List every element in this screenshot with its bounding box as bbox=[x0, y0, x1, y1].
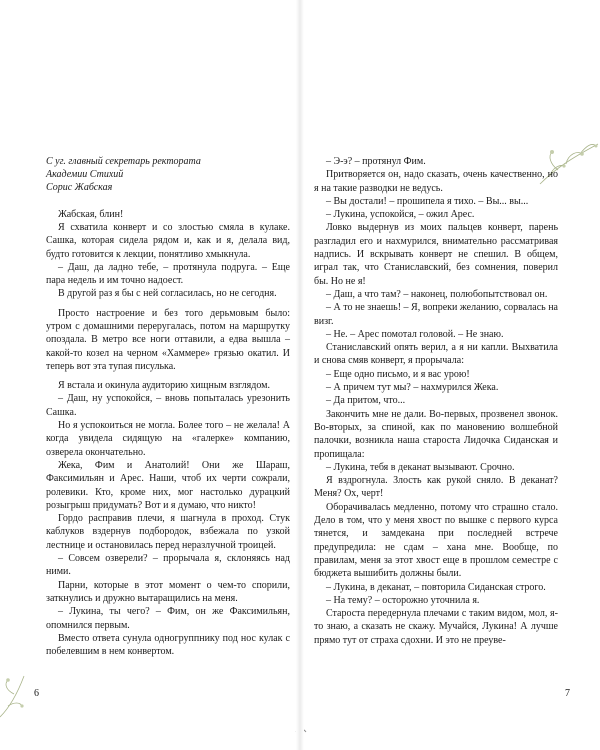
paragraph: – Еще одно письмо, и я вас урою! bbox=[326, 368, 470, 380]
paragraph: – Да притом, что... bbox=[326, 395, 406, 407]
paragraph: – Лукина, ты чего? – Фим, он же Факсимильян, опомнился первым. bbox=[46, 606, 290, 631]
left-page bbox=[46, 155, 290, 658]
paragraph: Я схватила конверт и со злостью смяла в кулаке. Сашка, которая сидела рядом и, как и я, делала вид, будто готовится к лекции, понятливо хмыкнула. bbox=[46, 221, 290, 260]
paragraph: Я встала и окинула аудиторию хищным взглядом. bbox=[58, 380, 270, 392]
paragraph: – Лукина, успокойся, – ожил Арес. bbox=[326, 209, 475, 221]
paragraph: Притворяется он, надо сказать, очень качественно, но я на такие разводки не ведусь. bbox=[314, 169, 558, 194]
page-number-right: 7 bbox=[565, 688, 570, 699]
paragraph: – Даш, да ладно тебе, – протянула подруга. – Еще пара недель и им точно надоест. bbox=[46, 261, 290, 287]
page-number-left: 6 bbox=[34, 688, 39, 699]
paragraph: Гордо расправив плечи, я шагнула в проход. Стук каблуков вздернув подбородок, взбежала по узкой лестнице и остановилась перед неразлучной троицей. bbox=[46, 513, 290, 551]
paragraph: – Лукина, тебя в деканат вызывают. Срочно. bbox=[326, 461, 515, 473]
paragraph: Парни, которые в этот момент о чем-то спорили, заткнулись и дружно вытаращились на меня. bbox=[46, 579, 290, 604]
paragraph: – А то не знаешь! – Я, вопреки желанию, сорвалась на визг. bbox=[314, 302, 558, 327]
book-gutter bbox=[296, 0, 304, 750]
paragraph: В другой раз я бы с ней согласилась, но не сегодня. bbox=[58, 288, 277, 300]
paragraph: Просто настроение и без того дерьмовым было: утром с домашними переругалась, потом на маршрутку опоздала. В метро все ноги оттавили, а едва вышла – какой-то козел на черном «Хаммере» грязью окатил. И теперь вот эта тупая писулька. bbox=[46, 307, 290, 372]
epigraph bbox=[46, 155, 290, 195]
epigraph-line: Сорис Жабская bbox=[46, 182, 113, 194]
epigraph-line: С уг. главный секретарь ректората bbox=[46, 156, 201, 167]
paragraph: – На тему? – осторожно уточнила я. bbox=[326, 594, 480, 606]
paragraph: Закончить мне не дали. Во-первых, прозвенел звонок. Во-вторых, за спиной, как по мановению волшебной палочки, возникла наша староста Лидочка Сиданская и пропищала: bbox=[314, 408, 558, 460]
paragraph: – Не. – Арес помотал головой. – Не знаю. bbox=[326, 328, 504, 340]
paragraph: – Даш, а что там? – наконец, полюбопытствовал он. bbox=[326, 288, 548, 300]
paragraph: Жабская, блин! bbox=[58, 208, 124, 220]
paragraph: – Э-э? – протянул Фим. bbox=[326, 156, 426, 167]
paragraph: – Совсем озверели? – прорычала я, склоняясь над ними. bbox=[46, 553, 290, 578]
right-page bbox=[314, 155, 558, 647]
paragraph: – Вы достали! – прошипела я тихо. – Вы... вы... bbox=[326, 195, 529, 207]
paragraph: Оборачивалась медленно, потому что страшно стало. Дело в том, что у меня хвост по вышке с первого курса тянется, и замдекана при последней встрече предупредила: не сдам – хана мне. Вообще, по правилам, меня за этот хвост еще в прошлом семестре с бюджета вышибить должны были. bbox=[314, 501, 558, 580]
paragraph: Ловко выдернув из моих пальцев конверт, парень разгладил его и нахмурился, внимательно рассматривая надпись. И вскрывать конверт не спешил. В общем, играл так, что Станиславский, без сомнения, поверил бы. Но не я! bbox=[314, 222, 558, 287]
paragraph: – Даш, ну успокойся, – вновь попыталась урезонить Сашка. bbox=[46, 393, 290, 418]
epigraph-line: Академии Стихий bbox=[46, 169, 124, 181]
paragraph: Староста передернула плечами с таким видом, мол, я-то знаю, а сказать не скажу. Мучайся, Лукина! А лучше прямо тут от страха сдохни. И это не преуве- bbox=[314, 608, 558, 646]
paragraph: – Лукина, в деканат, – повторила Сиданская строго. bbox=[326, 581, 546, 593]
paragraph: Станиславский опять верил, а я ни капли. Выхватила и снова смяв конверт, я прорычала: bbox=[314, 342, 558, 367]
paragraph: Но я успокоиться не могла. Более того – не желала! А когда увидела сидящую на «галерке» компанию, озверела окончательно. bbox=[46, 420, 290, 458]
paragraph: Вместо ответа сунула одногруппнику под нос кулак с побелевшим в нем конвертом. bbox=[46, 632, 290, 658]
paragraph: Жека, Фим и Анатолий! Они же Шараш, Факсимильян и Арес. Наши, чтоб их черти сожрали, ролевики. Кто, кроме них, мог настолько дурацкий розыгрыш придумать? Вот и я думаю, что никто! bbox=[46, 459, 290, 511]
paragraph: – А причем тут мы? – нахмурился Жека. bbox=[326, 382, 499, 394]
paragraph: Я вздрогнула. Злость как рукой сняло. В деканат? Меня? Ох, черт! bbox=[314, 475, 558, 500]
